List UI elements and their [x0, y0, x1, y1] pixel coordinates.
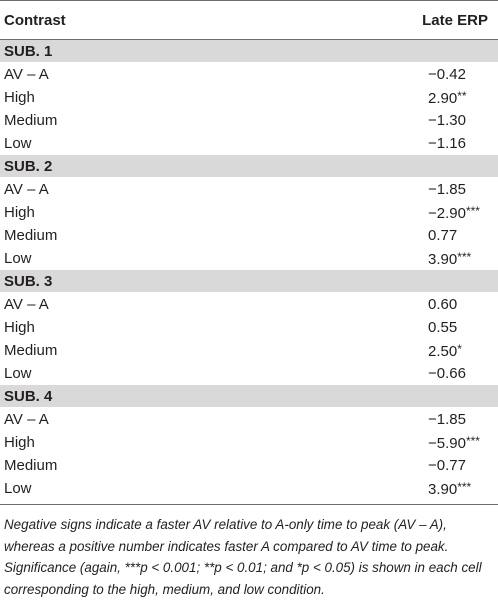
late-erp-cell	[428, 434, 498, 452]
late-erp-cell	[428, 66, 498, 83]
late-erp-cell	[428, 227, 498, 244]
late-erp-value: −0.77	[428, 457, 466, 474]
table-row	[0, 362, 498, 385]
late-erp-cell	[428, 411, 498, 428]
late-erp-value: 0.55	[428, 319, 458, 336]
contrast-label: High	[4, 319, 35, 336]
late-erp-cell	[428, 480, 498, 498]
significance-stars: ***	[465, 203, 480, 218]
late-erp-value: −1.16	[428, 135, 466, 152]
late-erp-value: −0.66	[428, 365, 466, 382]
table-row	[0, 63, 498, 86]
late-erp-cell	[428, 319, 498, 336]
late-erp-value: 3.90	[428, 480, 458, 498]
contrast-label: Low	[4, 135, 32, 152]
late-erp-value: −5.90	[428, 434, 466, 452]
contrast-label: Low	[4, 365, 32, 382]
significance-stars: **	[457, 88, 467, 103]
table-row	[0, 247, 498, 270]
late-erp-cell	[428, 112, 498, 129]
late-erp-cell	[428, 365, 498, 382]
table-row	[0, 201, 498, 224]
late-erp-cell	[428, 250, 498, 268]
late-erp-header: Late ERP	[422, 11, 488, 29]
contrast-label: Medium	[4, 112, 58, 129]
significance-stars: ***	[465, 433, 480, 448]
table-row	[0, 339, 498, 362]
late-erp-value: 3.90	[428, 250, 458, 268]
section-header: SUB. 4	[0, 385, 498, 408]
late-erp-value: 0.60	[428, 296, 458, 313]
significance-stars: ***	[457, 249, 472, 264]
section-header: SUB. 1	[0, 40, 498, 63]
late-erp-value: 2.90	[428, 89, 458, 107]
contrast-label: AV – A	[4, 296, 49, 313]
late-erp-cell	[428, 342, 498, 360]
late-erp-cell	[428, 457, 498, 474]
late-erp-value: −1.85	[428, 411, 466, 428]
late-erp-value: 2.50	[428, 342, 458, 360]
table-row	[0, 316, 498, 339]
table-row	[0, 109, 498, 132]
late-erp-value: 0.77	[428, 227, 458, 244]
table-row	[0, 178, 498, 201]
section-header: SUB. 3	[0, 270, 498, 293]
late-erp-value: −1.30	[428, 112, 466, 129]
table-row	[0, 132, 498, 155]
contrast-label: High	[4, 89, 35, 106]
contrast-label: Medium	[4, 227, 58, 244]
table-row	[0, 454, 498, 477]
contrast-header: Contrast	[4, 11, 66, 29]
table-row	[0, 431, 498, 454]
table-row	[0, 477, 498, 500]
section-header: SUB. 2	[0, 155, 498, 178]
contrast-label: High	[4, 204, 35, 221]
late-erp-value: −1.85	[428, 181, 466, 198]
table-row	[0, 86, 498, 109]
contrast-label: Medium	[4, 457, 58, 474]
late-erp-cell	[428, 296, 498, 313]
table-row	[0, 293, 498, 316]
contrast-label: AV – A	[4, 181, 49, 198]
contrast-label: AV – A	[4, 66, 49, 83]
late-erp-value: −0.42	[428, 66, 466, 83]
contrast-label: Low	[4, 480, 32, 497]
contrast-label: Low	[4, 250, 32, 267]
late-erp-cell	[428, 135, 498, 152]
significance-stars: *	[457, 341, 462, 356]
contrast-label: AV – A	[4, 411, 49, 428]
table-footnote: Negative signs indicate a faster AV relative to A-only time to peak (AV – A), whereas a positive number indicates faster A compared to AV time to peak. Significance (again, ***p < 0.001; **p < 0.01; and *p < 0.05) is shown in each cell corresponding to the high, medium, and low condition.	[4, 517, 482, 597]
contrast-label: Medium	[4, 342, 58, 359]
table-body	[0, 40, 498, 500]
late-erp-value: −2.90	[428, 204, 466, 222]
table-row	[0, 224, 498, 247]
late-erp-cell	[428, 89, 498, 107]
late-erp-cell	[428, 181, 498, 198]
table-header	[0, 0, 498, 40]
significance-stars: ***	[457, 479, 472, 494]
table-row	[0, 408, 498, 431]
contrast-label: High	[4, 434, 35, 451]
late-erp-cell	[428, 204, 498, 222]
